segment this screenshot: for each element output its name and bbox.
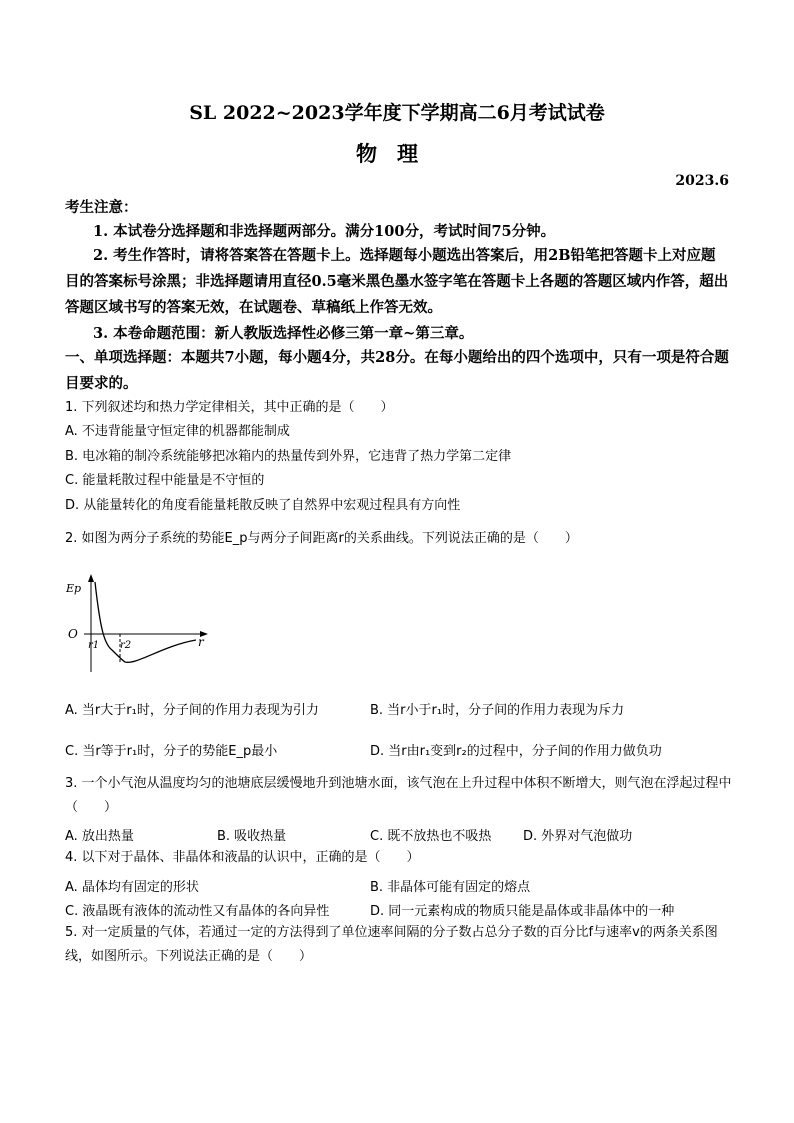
ep-axis-label: Ep <box>66 582 82 595</box>
q2-option-b: B. 当r小于r₁时，分子间的作用力表现为斥力 <box>370 703 625 718</box>
notice-item-3: 3. 本卷命题范围：新人教版选择性必修三第一章~第三章。 <box>93 325 474 342</box>
q4-option-c: C. 液晶既有液体的流动性又有晶体的各向异性 <box>65 904 330 919</box>
exam-date: 2023.6 <box>675 173 729 189</box>
q4-stem: 4. 以下对于晶体、非晶体和液晶的认识中，正确的是（ ） <box>65 850 420 865</box>
q3-option-b: B. 吸收热量 <box>217 829 287 844</box>
q2-stem: 2. 如图为两分子系统的势能E_p与两分子间距离r的关系曲线。下列说法正确的是（ ） <box>65 531 578 546</box>
q4-option-d: D. 同一元素构成的物质只能是晶体或非晶体中的一种 <box>370 904 675 919</box>
q3-option-c: C. 既不放热也不吸热 <box>370 829 492 844</box>
q3-stem: 3. 一个小气泡从温度均匀的池塘底层缓慢地升到池塘水面，该气泡在上升过程中体积不断增大，则气泡在浮起过程中（ ） <box>65 776 732 815</box>
q3-option-a: A. 放出热量 <box>65 829 134 844</box>
potential-energy-figure <box>62 572 212 681</box>
q3-option-d: D. 外界对气泡做功 <box>523 829 633 844</box>
potential-energy-graph <box>62 572 212 677</box>
r-axis-label: r <box>198 635 204 649</box>
q2-option-c: C. 当r等于r₁时，分子的势能E_p最小 <box>65 744 278 759</box>
exam-subject: 物理 <box>356 141 438 166</box>
q5-stem: 5. 对一定质量的气体，若通过一定的方法得到了单位速率间隔的分子数占总分子数的百分比f与速率v的两条关系图线，如图所示。下列说法正确的是（ ） <box>65 925 718 964</box>
q2-option-d: D. 当r由r₁变到r₂的过程中，分子间的作用力做负功 <box>370 744 662 759</box>
notice-item-2: 2. 考生作答时，请将答案答在答题卡上。选择题每小题选出答案后，用2B铅笔把答题卡上对应题目的答案标号涂黑；非选择题请用直径0.5毫米黑色墨水签字笔在答题卡上各题的答题区域内作答，超出答题区域书写的答案无效，在试题卷、草稿纸上作答无效。 <box>65 247 729 316</box>
q1-stem: 1. 下列叙述均和热力学定律相关，其中正确的是（ ） <box>65 400 394 415</box>
q1-option-a: A. 不违背能量守恒定律的机器都能制成 <box>65 424 290 439</box>
q4-option-a: A. 晶体均有固定的形状 <box>65 880 199 895</box>
section-heading: 一、单项选择题：本题共7小题，每小题4分，共28分。在每小题给出的四个选项中，只有一项是符合题目要求的。 <box>65 349 729 392</box>
notice-item-1: 1. 本试卷分选择题和非选择题两部分。满分100分，考试时间75分钟。 <box>93 223 556 240</box>
notice-heading: 考生注意： <box>65 199 138 216</box>
r2-label: r2 <box>120 640 132 651</box>
q2-option-a: A. 当r大于r₁时，分子间的作用力表现为引力 <box>65 703 319 718</box>
r1-label: r1 <box>88 640 100 651</box>
exam-title: SL 2022~2023学年度下学期高二6月考试试卷 <box>189 102 605 124</box>
origin-label: O <box>68 627 78 641</box>
q4-option-b: B. 非晶体可能有固定的熔点 <box>370 880 531 895</box>
q1-option-d: D. 从能量转化的角度看能量耗散反映了自然界中宏观过程具有方向性 <box>65 498 461 513</box>
q1-option-b: B. 电冰箱的制冷系统能够把冰箱内的热量传到外界，它违背了热力学第二定律 <box>65 449 512 464</box>
q1-option-c: C. 能量耗散过程中能量是不守恒的 <box>65 473 265 488</box>
